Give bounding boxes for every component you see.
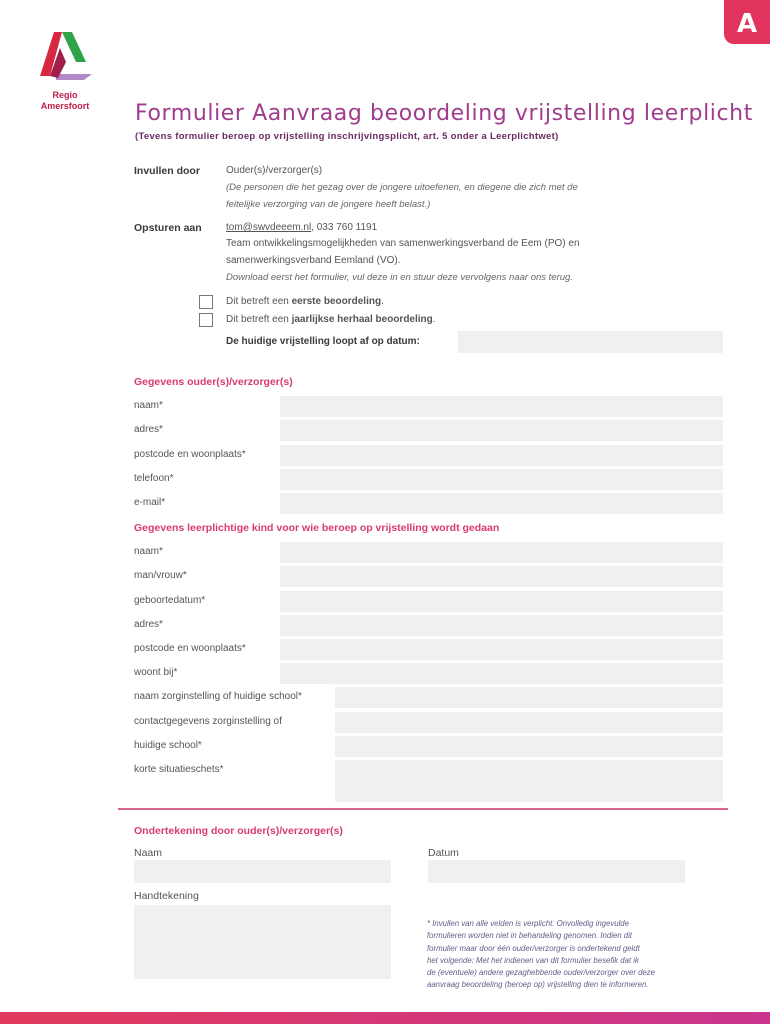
opsturen-label: Opsturen aan [134,222,202,234]
phone-number: , 033 760 1191 [311,222,378,233]
opsturen-contact [226,222,377,233]
logo-line-1: Regio [52,90,78,100]
child-adres-input[interactable] [280,615,723,636]
parent-naam-label: naam* [134,400,163,411]
child-geslacht-input[interactable] [280,566,723,587]
child-woont-bij-label: woont bij* [134,667,178,678]
check-2-suffix: . [432,314,436,325]
invullen-note-1: (De personen die het gezag over de jongere uitoefenen, en diegene die zich met de [226,182,578,193]
handtekening-label: Handtekening [134,890,199,902]
parent-adres-input[interactable] [280,420,723,441]
child-situatie-label: korte situatieschets* [134,764,224,775]
child-contact-input[interactable] [335,712,723,733]
child-geboortedatum-input[interactable] [280,591,723,612]
opsturen-note: Download eerst het formulier, vul deze in en stuur deze vervolgens naar ons terug. [226,272,573,283]
child-geboortedatum-label: geboortedatum* [134,595,206,606]
check-2-prefix: Dit betreft een [226,314,292,325]
child-naam-input[interactable] [280,542,723,563]
parent-postcode-label: postcode en woonplaats* [134,449,246,460]
expiry-date-input[interactable] [458,331,723,353]
section-divider [118,808,728,810]
footnote [427,918,692,992]
footnote-line: formulieren worden niet in behandeling genomen. Indien dit [427,931,633,941]
signature-datum-input[interactable] [428,860,685,883]
expiry-label: De huidige vrijstelling loopt af op datum: [226,336,420,347]
bottom-bar [0,1012,770,1024]
check-2-bold: jaarlijkse herhaal beoordeling [291,314,433,325]
page-subtitle: (Tevens formulier beroep op vrijstelling inschrijvingsplicht, art. 5 onder a Leerplichtwet) [135,131,559,142]
child-heading: Gegevens leerplichtige kind voor wie beroep op vrijstelling wordt gedaan [134,522,500,534]
invullen-label: Invullen door [134,165,200,177]
child-school-input[interactable] [335,687,723,708]
child-geslacht-label: man/vrouw* [134,570,187,581]
child-situatie-input[interactable] [335,760,723,802]
check-1-suffix: . [381,296,384,307]
check-herhaal-label [226,314,436,325]
opsturen-line-3: samenwerkingsverband Eemland (VO). [226,255,401,266]
signature-naam-input[interactable] [134,860,391,883]
child-school-label: naam zorginstelling of huidige school* [134,691,302,702]
child-naam-label: naam* [134,546,163,557]
check-1-bold: eerste beoordeling [291,296,382,307]
child-adres-label: adres* [134,619,163,630]
logo-line-2: Amersfoort [40,101,90,111]
email-link[interactable]: tom@swvdeeem.nl [226,222,312,233]
regio-amersfoort-logo [36,28,94,86]
child-contact-input-2[interactable] [335,736,723,757]
child-postcode-label: postcode en woonplaats* [134,643,246,654]
page-title: Formulier Aanvraag beoordeling vrijstelling leerplicht [135,101,753,126]
parents-heading: Gegevens ouder(s)/verzorger(s) [134,376,293,388]
signature-naam-label: Naam [134,847,163,859]
child-woont-bij-input[interactable] [280,663,723,684]
child-postcode-input[interactable] [280,639,723,660]
opsturen-line-2: Team ontwikkelingsmogelijkheden van samenwerkingsverband de Eem (PO) en [226,238,580,249]
invullen-note-2: feitelijke verzorging van de jongere heeft belast.) [226,199,431,210]
parent-email-input[interactable] [280,493,723,514]
signature-datum-label: Datum [428,847,459,859]
child-contact-label-1: contactgegevens zorginstelling of [134,716,282,727]
footnote-line: formulier maar door één ouder/verzorger is ondertekend geldt [427,943,640,953]
footnote-line: * Invullen van alle velden is verplicht. Onvolledig ingevulde [427,919,629,928]
footnote-line: het volgende: Met het indienen van dit formulier besefik dat ik [427,955,639,965]
check-eerste-label [226,296,384,307]
parent-telefoon-input[interactable] [280,469,723,490]
invullen-value: Ouder(s)/verzorger(s) [226,165,323,176]
check-1-prefix: Dit betreft een [226,296,292,307]
parent-email-label: e-mail* [134,497,166,508]
parent-naam-input[interactable] [280,396,723,417]
section-badge: A [724,0,770,44]
handtekening-input[interactable] [134,905,391,979]
parent-adres-label: adres* [134,424,163,435]
parent-postcode-input[interactable] [280,445,723,466]
check-eerste-beoordeling[interactable] [199,295,213,309]
child-contact-label-2: huidige school* [134,740,202,751]
parent-telefoon-label: telefoon* [134,473,174,484]
logo-text [30,90,100,112]
signature-heading: Ondertekening door ouder(s)/verzorger(s) [134,825,343,837]
check-herhaal-beoordeling[interactable] [199,313,213,327]
footnote-line: de (eventuele) andere gezaghebbende ouder/verzorger over deze [427,968,656,978]
footnote-line: aanvraag beoordeling (beroep op) vrijstelling dien te informeren. [427,980,649,990]
